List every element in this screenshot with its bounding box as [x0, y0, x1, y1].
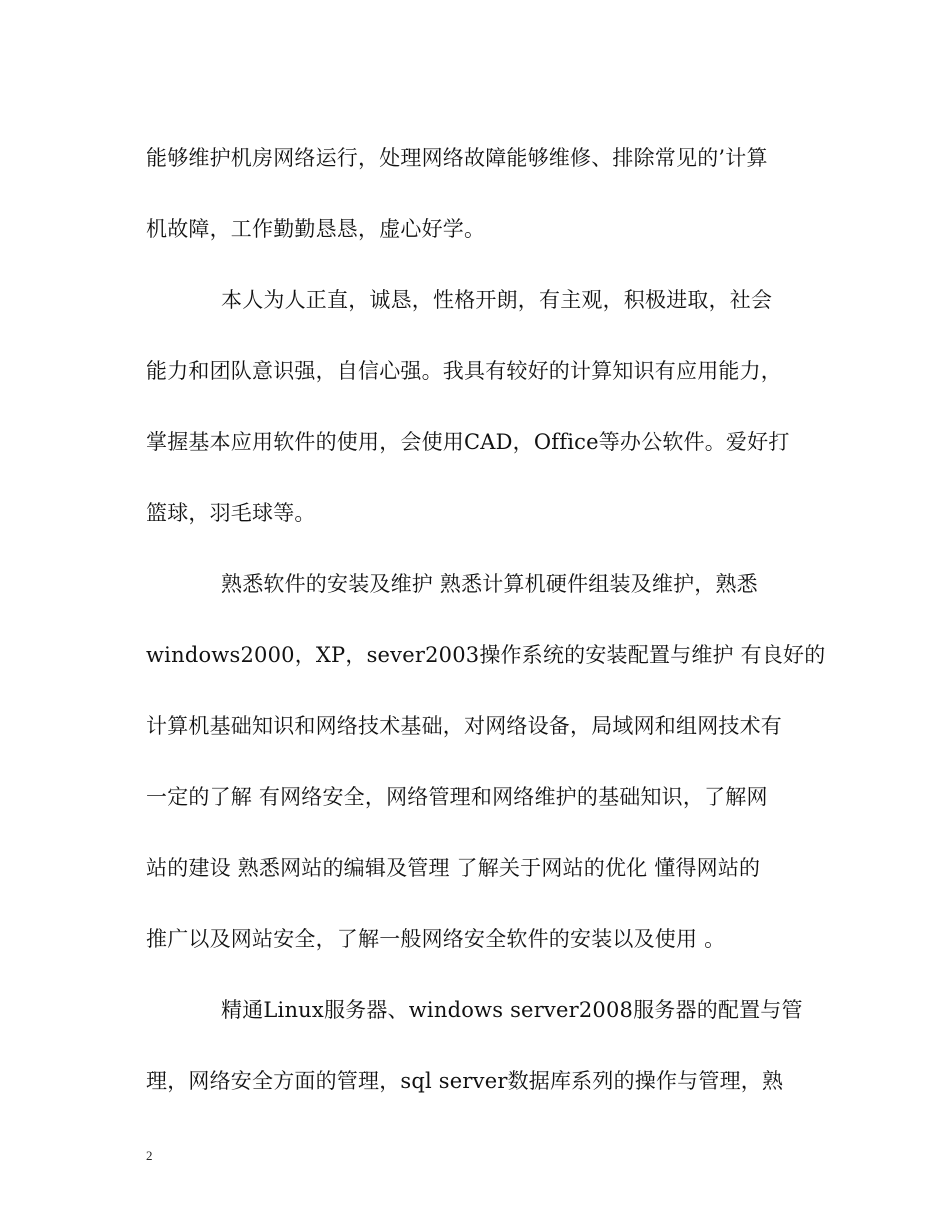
paragraph-3-line-2: windows2000，XP，sever2003操作系统的安装配置与维护 有良好的 [146, 643, 826, 667]
paragraph-4-line-1: 精通Linux服务器、windows server2008服务器的配置与管 [221, 998, 803, 1022]
page-number: 2 [146, 1148, 153, 1163]
paragraph-2-line-4: 篮球，羽毛球等。 [146, 501, 316, 525]
paragraph-4-line-2: 理，网络安全方面的管理，sql server数据库系列的操作与管理，熟 [146, 1069, 784, 1093]
paragraph-3-line-3: 计算机基础知识和网络技术基础，对网络设备，局域网和组网技术有 [146, 714, 782, 738]
paragraph-3-line-1: 熟悉软件的安装及维护 熟悉计算机硬件组装及维护，熟悉 [221, 572, 758, 596]
text-line-2: 机故障，工作勤勤恳恳，虚心好学。 [146, 217, 486, 241]
paragraph-2-line-3: 掌握基本应用软件的使用，会使用CAD，Office等办公软件。爱好打 [146, 430, 790, 454]
paragraph-3-line-6: 推广以及网站安全，了解一般网络安全软件的安装以及使用 。 [146, 927, 726, 951]
paragraph-2-line-2: 能力和团队意识强，自信心强。我具有较好的计算知识有应用能力， [146, 359, 782, 383]
paragraph-3-line-4: 一定的了解 有网络安全，网络管理和网络维护的基础知识，了解网 [146, 785, 768, 809]
text-line-1: 能够维护机房网络运行，处理网络故障能够维修、排除常见的’计算 [146, 146, 768, 170]
paragraph-3-line-5: 站的建设 熟悉网站的编辑及管理 了解关于网站的优化 懂得网站的 [146, 856, 761, 880]
paragraph-2-line-1: 本人为人正直，诚恳，性格开朗，有主观，积极进取，社会 [221, 288, 773, 312]
